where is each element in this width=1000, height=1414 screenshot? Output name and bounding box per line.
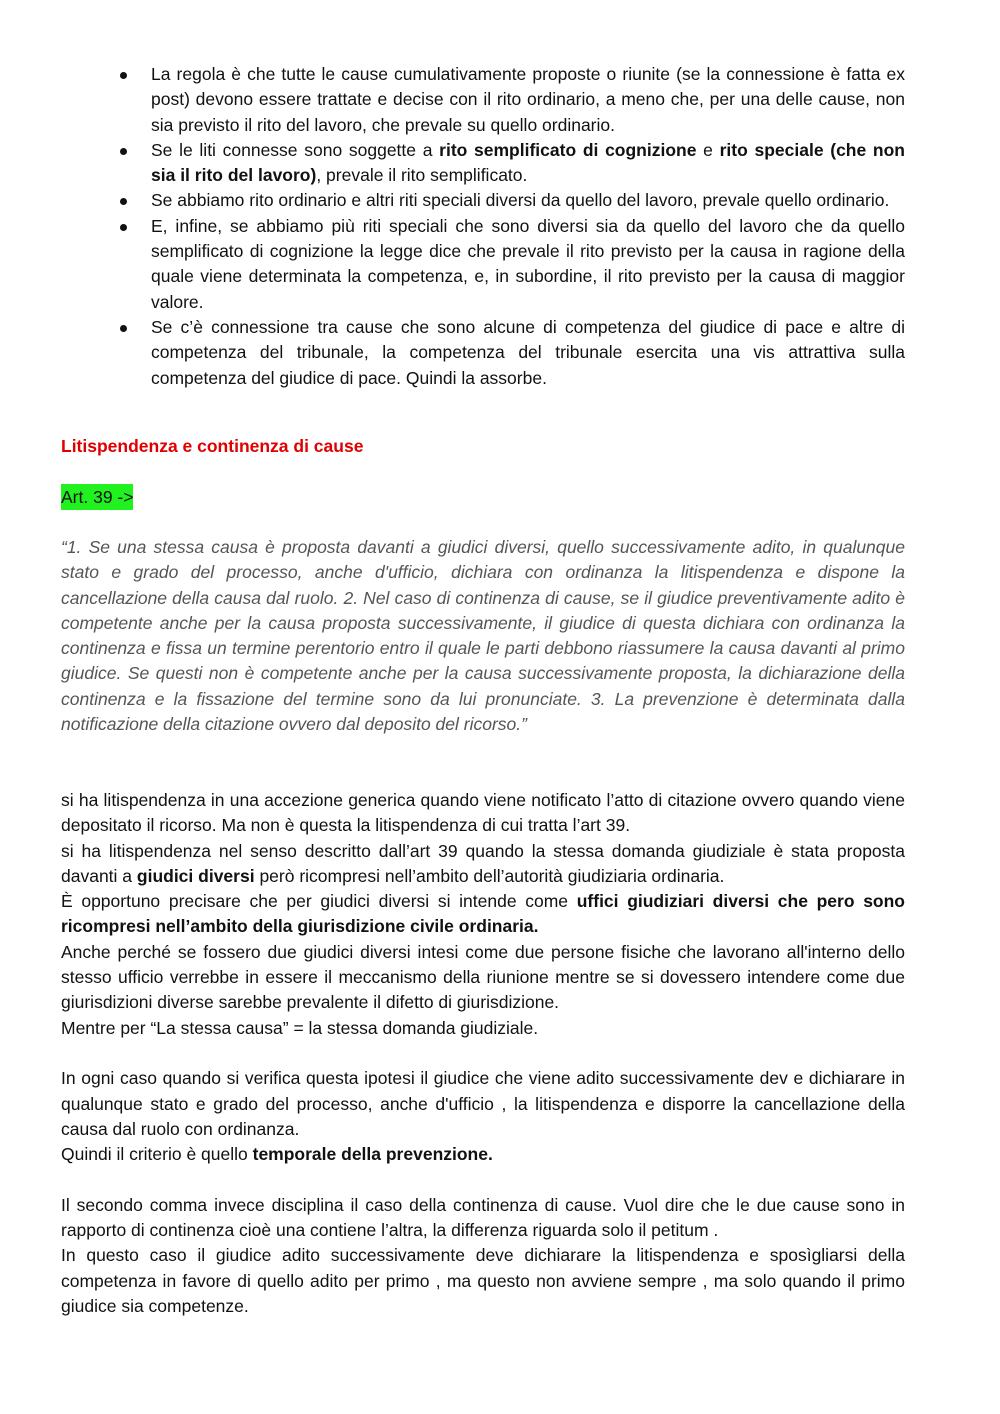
body-paragraphs bbox=[61, 788, 905, 1319]
text-run: si ha litispendenza in una accezione generica quando viene notificato l’atto di citazione ovvero quando viene depositato il ricorso. Ma non è questa la litispendenza di cui tratta l’art 39. bbox=[61, 790, 905, 836]
bullet-dot-icon bbox=[120, 325, 127, 332]
article-tag-highlight: Art. 39 -> bbox=[61, 484, 133, 510]
body-paragraph bbox=[61, 788, 905, 839]
blank-line bbox=[61, 1167, 905, 1192]
body-paragraph bbox=[61, 1243, 905, 1319]
article-quote: “1. Se una stessa causa è proposta davanti a giudici diversi, quello successivamente adito, in qualunque stato e grado del processo, anche d'ufficio, dichiara con ordinanza la litispendenza e dispone la cancellazione della causa dal ruolo. 2. Nel caso di continenza di cause, se il giudice preventivamente adito è competente anche per la causa proposta successivamente, il giudice di questa dichiara con ordinanza la continenza e fissa un termine perentorio entro il quale le parti debbono riassumere la causa davanti al primo giudice. Se questi non è competente anche per la causa successivamente proposta, la dichiarazione della continenza e la fissazione del termine sono da lui pronunciate. 3. La prevenzione è determinata dalla notificazione della citazione ovvero dal deposito del ricorso.” bbox=[61, 537, 905, 735]
body-paragraph bbox=[61, 1066, 905, 1142]
text-run: Il secondo comma invece disciplina il caso della continenza di cause. Vuol dire che le due cause sono in rapporto di continenza cioè una contiene l’altra, la differenza riguarda solo il petitum . bbox=[61, 1194, 905, 1241]
text-run: , prevale il rito semplificato. bbox=[316, 165, 528, 186]
article-tag-block bbox=[61, 485, 905, 510]
bullet-item bbox=[61, 315, 905, 391]
bullet-item bbox=[61, 138, 905, 189]
bullet-dot-icon bbox=[120, 198, 127, 205]
bullet-dot-icon bbox=[120, 224, 127, 231]
text-run: In questo caso il giudice adito successivamente deve dichiarare la litispendenza e sposìgliarsi della competenza in favore di quello adito per primo , ma questo non avviene sempre , ma solo quando il primo giudice sia competenze. bbox=[61, 1245, 905, 1316]
text-run: e bbox=[696, 139, 720, 160]
text-run: però ricompresi nell’ambito dell’autorità giudiziaria ordinaria. bbox=[254, 865, 725, 886]
body-paragraph bbox=[61, 1016, 905, 1041]
section-heading: Litispendenza e continenza di cause bbox=[61, 436, 364, 456]
text-run: In ogni caso quando si verifica questa ipotesi il giudice che viene adito successivamente dev e dichiarare in qualunque stato e grado del processo, anche d'ufficio , la litispendenza e disporre la cancellazione della causa dal ruolo con ordinanza. bbox=[61, 1068, 905, 1139]
bullet-section bbox=[61, 62, 905, 391]
body-paragraph bbox=[61, 940, 905, 1016]
text-run: È opportuno precisare che per giudici diversi si intende come bbox=[61, 891, 577, 912]
text-run: Se abbiamo rito ordinario e altri riti speciali diversi da quello del lavoro, prevale quello ordinario. bbox=[151, 190, 890, 211]
body-paragraph bbox=[61, 839, 905, 890]
body-paragraph bbox=[61, 889, 905, 940]
bullet-item bbox=[61, 62, 905, 138]
bullet-item bbox=[61, 214, 905, 315]
bold-text: rito speciale (che non sia il rito del lavoro) bbox=[151, 139, 905, 186]
bold-text: giudici diversi bbox=[136, 865, 255, 886]
text-run: Quindi il criterio è quello bbox=[61, 1144, 253, 1165]
text-run: si ha litispendenza nel senso descritto dall’art 39 quando la stessa domanda giudiziale è stata proposta davanti a bbox=[61, 840, 905, 886]
text-run: Mentre per “La stessa causa” = la stessa domanda giudiziale. bbox=[61, 1017, 539, 1038]
bold-text: temporale della prevenzione. bbox=[252, 1144, 493, 1165]
body-paragraph bbox=[61, 1193, 905, 1244]
rules-bullet-list bbox=[61, 62, 905, 391]
body-section bbox=[61, 788, 905, 1319]
bullet-dot-icon bbox=[120, 148, 127, 155]
bold-text: rito semplificato di cognizione bbox=[439, 139, 697, 160]
text-run: Anche perché se fossero due giudici diversi intesi come due persone fisiche che lavorano all'interno dello stesso ufficio verrebbe in essere il meccanismo della riunione mentre se si dovessero intendere come due giurisdizioni diverse sarebbe prevalente il difetto di giurisdizione. bbox=[61, 941, 905, 1013]
blank-line bbox=[61, 1041, 905, 1066]
text-run: E, infine, se abbiamo più riti speciali che sono diversi sia da quello del lavoro che da quello semplificato di cognizione la legge dice che prevale il rito previsto per la causa in ragione della quale viene determinata la competenza, e, in subordine, il rito previsto per la causa di maggior valore. bbox=[151, 215, 905, 312]
text-run: Se le liti connesse sono soggette a bbox=[151, 139, 440, 160]
section-heading-block bbox=[61, 434, 905, 459]
bullet-item bbox=[61, 188, 905, 213]
text-run: Se c’è connessione tra cause che sono alcune di competenza del giudice di pace e altre di competenza del tribunale, la competenza del tribunale esercita una vis attrattiva sulla competenza del giudice di pace. Quindi la assorbe. bbox=[151, 316, 905, 388]
bullet-dot-icon bbox=[120, 72, 127, 79]
body-paragraph bbox=[61, 1142, 905, 1167]
quote-block bbox=[61, 535, 905, 737]
text-run: La regola è che tutte le cause cumulativamente proposte o riunite (se la connessione è fatta ex post) devono essere trattate e decise con il rito ordinario, a meno che, per una delle cause, non sia previsto il rito del lavoro, che prevale su quello ordinario. bbox=[151, 64, 905, 135]
bold-text: uffici giudiziari diversi che pero sono ricompresi nell’ambito della giurisdizione civile ordinaria. bbox=[61, 891, 905, 937]
